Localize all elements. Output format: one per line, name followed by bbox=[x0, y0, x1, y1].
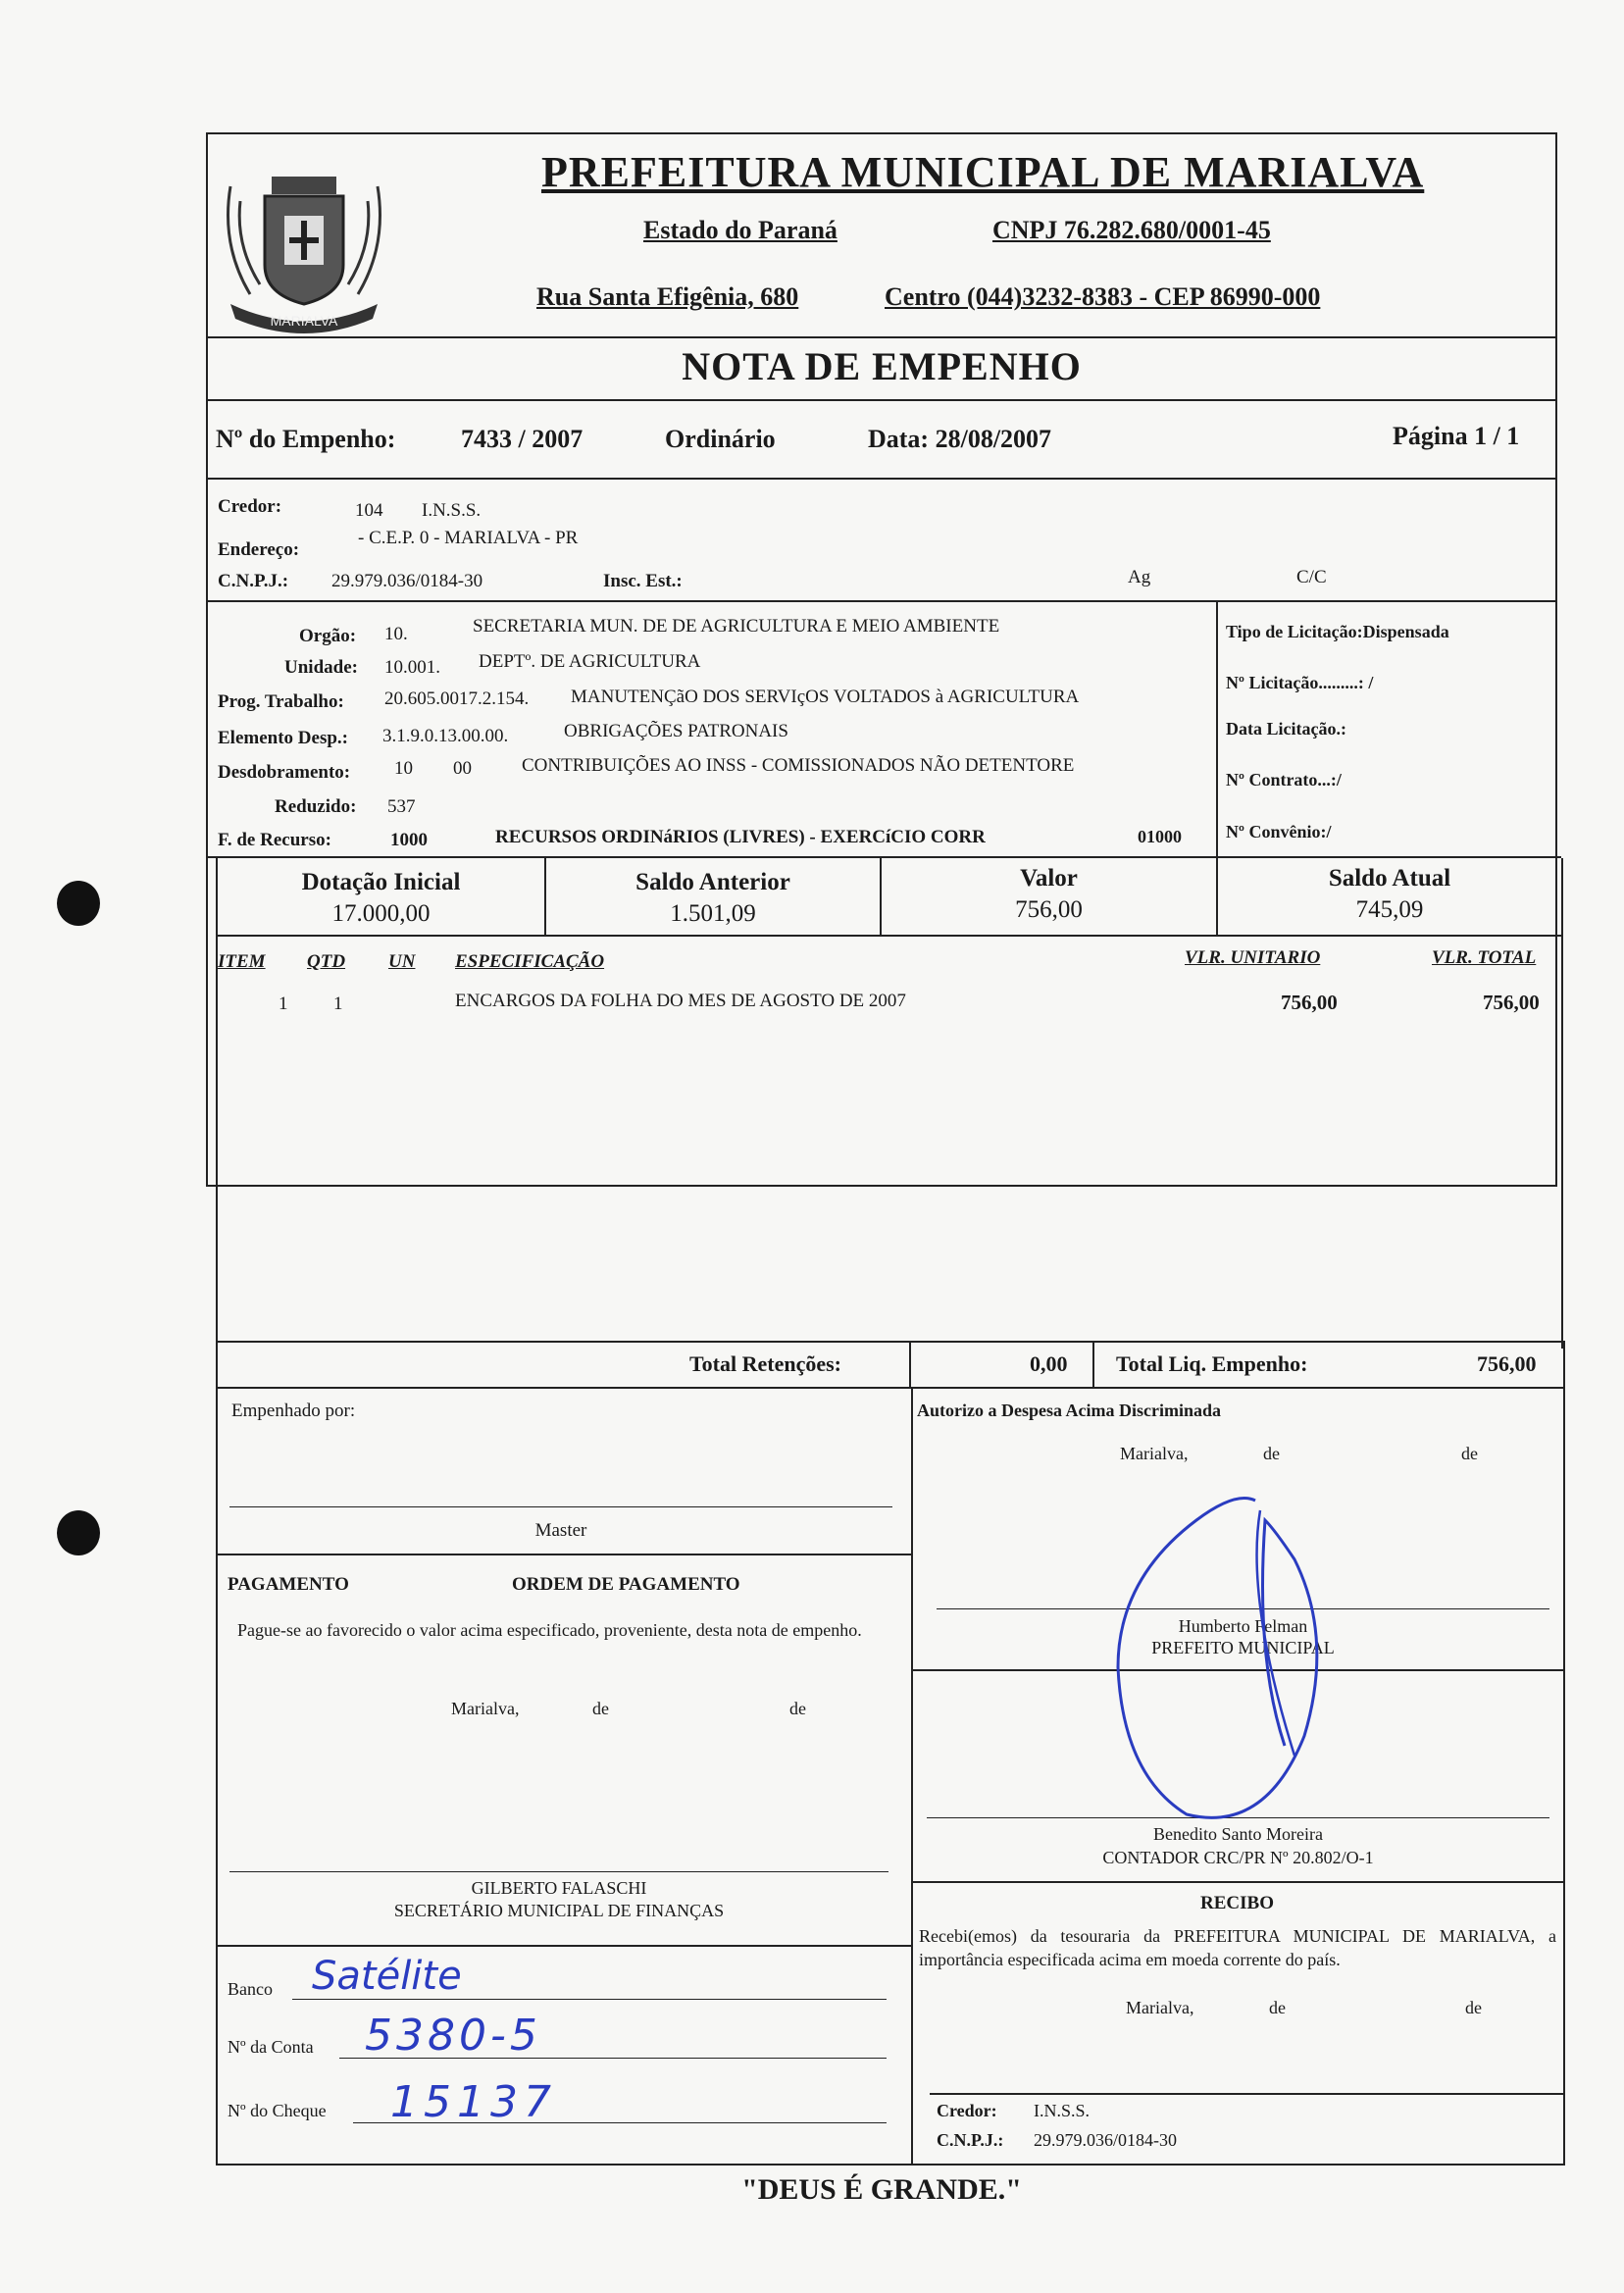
credor-label: Credor: bbox=[218, 496, 282, 517]
saldo-atual-label: Saldo Atual bbox=[1328, 865, 1451, 892]
elemento-code: 3.1.9.0.13.00.00. bbox=[382, 726, 509, 746]
cnpj-credor-label: C.N.P.J.: bbox=[218, 571, 289, 591]
recibo-credor-value: I.N.S.S. bbox=[1034, 2101, 1091, 2120]
convenio: Nº Convênio:/ bbox=[1226, 822, 1332, 841]
divider bbox=[206, 856, 1561, 858]
signature-line bbox=[229, 1506, 892, 1507]
item-vtotal: 756,00 bbox=[1483, 991, 1540, 1014]
hole-punch bbox=[57, 881, 100, 926]
recurso-label: F. de Recurso: bbox=[218, 830, 331, 850]
contact-label: Centro (044)3232-8383 - CEP 86990-000 bbox=[885, 282, 1321, 311]
divider bbox=[216, 1945, 912, 1947]
col-qtd: QTD bbox=[307, 951, 346, 972]
ordem-place: Marialva, bbox=[451, 1699, 520, 1718]
contador-name: Benedito Santo Moreira bbox=[1153, 1824, 1323, 1844]
total-retencoes-label: Total Retenções: bbox=[689, 1351, 841, 1376]
saldo-anterior-value: 1.501,09 bbox=[670, 900, 756, 927]
conta-label: Nº da Conta bbox=[228, 2037, 314, 2057]
banco-line bbox=[292, 1999, 887, 2000]
contrato: Nº Contrato...:/ bbox=[1226, 770, 1342, 790]
unidade-value: DEPTº. DE AGRICULTURA bbox=[479, 651, 701, 672]
item-vunit: 756,00 bbox=[1281, 991, 1338, 1014]
insc-label: Insc. Est.: bbox=[603, 571, 683, 591]
orgao-code: 10. bbox=[384, 624, 408, 644]
recibo-cnpj-label: C.N.P.J.: bbox=[937, 2130, 1004, 2150]
footer-motto: "DEUS É GRANDE." bbox=[741, 2173, 1022, 2206]
totals-divider bbox=[909, 1341, 911, 1388]
prefeito-signature bbox=[1059, 1481, 1353, 1824]
divider bbox=[206, 600, 1557, 602]
credor-name: I.N.S.S. bbox=[422, 500, 482, 521]
secretario-role: SECRETÁRIO MUNICIPAL DE FINANÇAS bbox=[393, 1901, 725, 1920]
amounts-right-frame bbox=[1561, 858, 1563, 1349]
autorizo-label: Autorizo a Despesa Acima Discriminada bbox=[917, 1401, 1221, 1420]
prog-label: Prog. Trabalho: bbox=[218, 691, 344, 712]
elemento-value: OBRIGAÇÕES PATRONAIS bbox=[564, 721, 788, 741]
unidade-code: 10.001. bbox=[384, 657, 440, 678]
ag-label: Ag bbox=[1128, 567, 1151, 587]
cnpj-label: CNPJ 76.282.680/0001-45 bbox=[992, 216, 1271, 244]
divider bbox=[930, 2093, 1563, 2095]
col-item: ITEM bbox=[218, 951, 266, 972]
divider bbox=[911, 1881, 1563, 1883]
doc-title: NOTA DE EMPENHO bbox=[682, 344, 1082, 388]
recurso-code2: 01000 bbox=[1138, 827, 1182, 846]
empenho-num-label: Nº do Empenho: bbox=[216, 425, 396, 453]
valor-label: Valor bbox=[1020, 865, 1078, 892]
orgao-label: Orgão: bbox=[299, 626, 357, 646]
prefeito-role: PREFEITO MUNICIPAL bbox=[1151, 1638, 1335, 1657]
recurso-code: 1000 bbox=[390, 830, 428, 850]
cc-label: C/C bbox=[1296, 567, 1327, 587]
divider bbox=[216, 1387, 1563, 1389]
endereco-value: - C.E.P. 0 - MARIALVA - PR bbox=[358, 528, 579, 548]
lower-divider bbox=[911, 1387, 913, 2166]
prog-value: MANUTENÇãO DOS SERVIçOS VOLTADOS à AGRICULTURA bbox=[571, 687, 1080, 707]
credor-code: 104 bbox=[355, 500, 383, 521]
recibo-label: RECIBO bbox=[1200, 1893, 1274, 1913]
conta-handwriting: 5380-5 bbox=[365, 2011, 541, 2061]
item-qtd: 1 bbox=[333, 994, 343, 1014]
item-espec: ENCARGOS DA FOLHA DO MES DE AGOSTO DE 2007 bbox=[455, 991, 906, 1011]
page-number: Página 1 / 1 bbox=[1393, 422, 1520, 450]
data-licitacao: Data Licitação.: bbox=[1226, 719, 1346, 739]
recibo-text: Recebi(emos) da tesouraria da PREFEITURA MUNICIPAL DE MARIALVA, a importância especificada acima em moeda corrente do país. bbox=[919, 1926, 1556, 1969]
ordem-pagamento-label: ORDEM DE PAGAMENTO bbox=[512, 1574, 740, 1595]
col-vtotal: VLR. TOTAL bbox=[1432, 947, 1537, 968]
reduzido-value: 537 bbox=[387, 796, 416, 817]
contador-role: CONTADOR CRC/PR Nº 20.802/O-1 bbox=[1102, 1848, 1374, 1867]
total-retencoes-value: 0,00 bbox=[1030, 1351, 1068, 1376]
recibo-credor-label: Credor: bbox=[937, 2101, 997, 2120]
col-espec: ESPECIFICAÇÃO bbox=[455, 951, 605, 972]
unidade-label: Unidade: bbox=[284, 657, 358, 678]
desdobramento-label: Desdobramento: bbox=[218, 762, 351, 783]
endereco-label: Endereço: bbox=[218, 539, 300, 560]
divider bbox=[216, 935, 1563, 937]
autorizo-de2: de bbox=[1461, 1444, 1478, 1463]
budget-divider bbox=[1216, 602, 1218, 859]
amounts-left-frame bbox=[216, 858, 218, 1349]
recibo-de2: de bbox=[1465, 1998, 1482, 2017]
state-label: Estado do Paraná bbox=[643, 216, 837, 244]
divider bbox=[206, 399, 1557, 401]
prefeitura-title: PREFEITURA MUNICIPAL DE MARIALVA bbox=[541, 148, 1425, 196]
saldo-atual-value: 745,09 bbox=[1355, 896, 1424, 923]
elemento-label: Elemento Desp.: bbox=[218, 728, 348, 748]
autorizo-de1: de bbox=[1263, 1444, 1280, 1463]
hole-punch bbox=[57, 1510, 100, 1555]
recibo-place: Marialva, bbox=[1126, 1998, 1194, 2017]
divider bbox=[216, 1341, 1563, 1343]
dotacao-label: Dotação Inicial bbox=[301, 869, 461, 895]
desdobramento-value: CONTRIBUIÇÕES AO INSS - COMISSIONADOS NÃO DETENTORE bbox=[522, 755, 1075, 776]
master-label: Master bbox=[534, 1520, 587, 1541]
divider bbox=[206, 478, 1557, 480]
empenhado-por: Empenhado por: bbox=[231, 1401, 356, 1421]
desdobramento-a: 10 bbox=[394, 758, 413, 779]
recurso-value: RECURSOS ORDINáRIOS (LIVRES) - EXERCíCIO CORR bbox=[495, 827, 986, 847]
cnpj-credor-value: 29.979.036/0184-30 bbox=[331, 571, 483, 591]
pague-text: Pague-se ao favorecido o valor acima especificado, proveniente, desta nota de empenho. bbox=[237, 1620, 862, 1640]
ordem-de1: de bbox=[592, 1699, 609, 1718]
recibo-de1: de bbox=[1269, 1998, 1286, 2017]
prefeito-name: Humberto Felman bbox=[1178, 1616, 1308, 1636]
empenho-type: Ordinário bbox=[665, 425, 776, 453]
banco-handwriting: Satélite bbox=[312, 1954, 462, 1999]
svg-text:MARIALVA: MARIALVA bbox=[270, 313, 338, 329]
item-num: 1 bbox=[279, 994, 288, 1014]
col-un: UN bbox=[388, 951, 416, 972]
total-liq-value: 756,00 bbox=[1477, 1351, 1537, 1376]
autorizo-place: Marialva, bbox=[1120, 1444, 1189, 1463]
valor-value: 756,00 bbox=[1015, 896, 1083, 923]
cheque-label: Nº do Cheque bbox=[228, 2101, 327, 2120]
num-licitacao: Nº Licitação.........: / bbox=[1226, 673, 1374, 692]
dotacao-value: 17.000,00 bbox=[331, 900, 431, 927]
signature-line bbox=[229, 1871, 888, 1872]
reduzido-label: Reduzido: bbox=[275, 796, 357, 817]
pagamento-label: PAGAMENTO bbox=[228, 1574, 349, 1595]
desdobramento-b: 00 bbox=[453, 758, 472, 779]
cheque-handwriting: 15137 bbox=[390, 2077, 557, 2127]
banco-label: Banco bbox=[228, 1979, 273, 1999]
recibo-cnpj-value: 29.979.036/0184-30 bbox=[1034, 2130, 1177, 2150]
divider bbox=[216, 1554, 912, 1555]
ordem-de2: de bbox=[789, 1699, 806, 1718]
orgao-value: SECRETARIA MUN. DE DE AGRICULTURA E MEIO AMBIENTE bbox=[473, 616, 1000, 637]
prog-code: 20.605.0017.2.154. bbox=[384, 688, 530, 709]
totals-divider bbox=[1092, 1341, 1094, 1388]
municipal-crest-icon bbox=[211, 147, 397, 343]
address-label: Rua Santa Efigênia, 680 bbox=[536, 282, 799, 311]
empenho-date: Data: 28/08/2007 bbox=[868, 425, 1052, 453]
total-liq-label: Total Liq. Empenho: bbox=[1116, 1351, 1308, 1376]
secretario-name: GILBERTO FALASCHI bbox=[471, 1878, 647, 1898]
col-vunit: VLR. UNITARIO bbox=[1185, 947, 1321, 968]
empenho-num: 7433 / 2007 bbox=[461, 425, 584, 453]
saldo-anterior-label: Saldo Anterior bbox=[635, 869, 790, 895]
divider bbox=[206, 336, 1557, 338]
tipo-licitacao: Tipo de Licitação:Dispensada bbox=[1226, 622, 1449, 641]
